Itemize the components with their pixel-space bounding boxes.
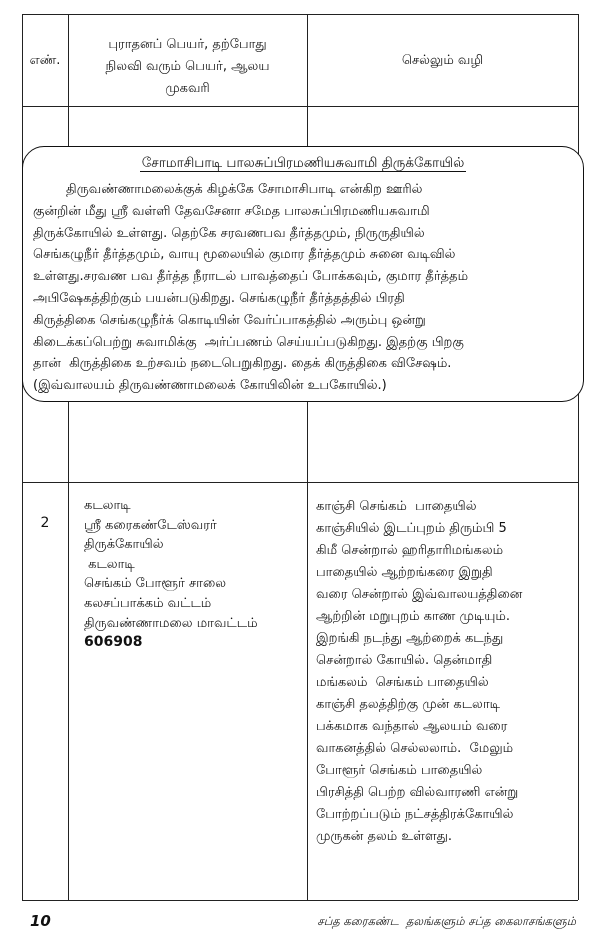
route-line: ஆற்றின் மறுபுறம் காண முடியும். [316, 609, 510, 624]
header-name-line: நிலவி வரும் பெயர், ஆலய [105, 59, 270, 74]
callout-line: உள்ளது.சரவண பவ தீர்த்த நீராடல் பாவத்தைப் போக்கவும், குமார தீர்த்தம் [33, 269, 469, 285]
temple-callout-box [22, 146, 584, 402]
header-bottom-border [22, 106, 578, 107]
route-line: மங்கலம் செங்கம் பாதையில் [316, 675, 489, 690]
header-name-address [68, 34, 307, 100]
callout-line: அபிஷேகத்திற்கும் பயன்படுகிறது. செங்கழுநீர் தீர்த்தத்தில் பிரதி [33, 290, 405, 306]
header-number: எண். [29, 53, 61, 68]
address-line: திருவண்ணாமலை மாவட்டம் [84, 615, 258, 631]
header-name-line: முகவரி [165, 81, 210, 96]
route-line: பக்கமாக வந்தால் ஆலயம் வரை [316, 719, 508, 734]
row2-address [84, 496, 304, 653]
page-number: 10 [30, 912, 51, 930]
callout-line: (இவ்வாலயம் திருவண்ணாமலைக் கோயிலின் உபகோயில்.) [33, 378, 387, 394]
route-line: பாதையில் ஆற்றங்கரை இறுதி [316, 565, 493, 580]
callout-line: கிருத்திகை செங்கழுநீர்க் கொடியின் வேர்ப்பாகத்தில் அரும்பு ஒன்று [33, 312, 426, 328]
header-route: செல்லும் வழி [401, 53, 484, 68]
callout-title: சோமாசிபாடி பாலசுப்பிரமணியசுவாமி திருக்கோயில் [141, 155, 465, 171]
route-line: வரை சென்றால் இவ்வாலயத்தினை [316, 587, 523, 602]
callout-body [33, 179, 573, 397]
route-line: சென்றால் கோயில். தென்மாதி [316, 653, 493, 668]
callout-line: திருவண்ணாமலைக்குக் கிழக்கே சோமாசிபாடி என்கிற ஊரில் [33, 182, 423, 197]
row2-route [316, 496, 576, 848]
callout-line: கிடைக்கப்பெற்று சுவாமிக்கு அர்ப்பணம் செய்யப்படுகிறது. இதற்கு பிறகு [33, 334, 464, 350]
route-line: போளூர் செங்கம் பாதையில் [316, 763, 483, 778]
route-line: காஞ்சியில் இடப்புறம் திரும்பி 5 [316, 521, 507, 536]
table-top-border [22, 14, 578, 15]
callout-line: குன்றின் மீது ஸ்ரீ வள்ளி தேவசேனா சமேத பாலசுப்பிரமணியசுவாமி [33, 203, 430, 219]
callout-line: திருக்கோயில் உள்ளது. தெற்கே சரவணபவ தீர்த்தமும், நிருருதியில் [33, 225, 425, 241]
route-line: காஞ்சி தலத்திற்கு முன் கடலாடி [316, 697, 500, 712]
callout-line: செங்கழுநீர் தீர்த்தமும், வாயு மூலையில் குமார தீர்த்தமும் சுனை வடிவில் [33, 247, 456, 263]
book-title-footer: சப்த கரைகண்ட தலங்களும் சப்த கைலாசங்களும் [317, 914, 576, 928]
address-line: செங்கம் போளூர் சாலை [84, 576, 227, 592]
route-line: கிமீ சென்றால் ஹரிதாரிமங்கலம் [316, 543, 504, 558]
route-line: காஞ்சி செங்கம் பாதையில் [316, 499, 477, 514]
table-bottom-border [22, 900, 578, 901]
route-line: வாகனத்தில் செல்லலாம். மேலும் [316, 741, 514, 756]
address-line: திருக்கோயில் [84, 537, 164, 553]
pincode: 606908 [84, 634, 143, 651]
row2-number: 2 [40, 515, 50, 531]
address-line: கலசப்பாக்கம் வட்டம் [84, 595, 212, 611]
route-line: பிரசித்தி பெற்ற வில்வாரணி என்று [316, 785, 519, 800]
route-line: போற்றப்படும் நட்சத்திரக்கோயில் [316, 807, 514, 822]
table-right-border [578, 14, 579, 900]
address-line: கடலாடி [84, 498, 131, 513]
row1-bottom-border [22, 482, 578, 483]
route-line: முருகன் தலம் உள்ளது. [316, 829, 453, 844]
table-left-border [22, 14, 23, 900]
header-name-line: புராதனப் பெயர், தற்போது [108, 37, 267, 52]
callout-line: தான் கிருத்திகை உற்சவம் நடைபெறுகிறது. தைக் கிருத்திகை விசேஷம். [33, 356, 452, 372]
address-line: கடலாடி [84, 556, 135, 572]
route-line: இறங்கி நடந்து ஆற்றைக் கடந்து [316, 631, 504, 646]
address-line: ஸ்ரீ கரைகண்டேஸ்வரர் [84, 517, 217, 533]
